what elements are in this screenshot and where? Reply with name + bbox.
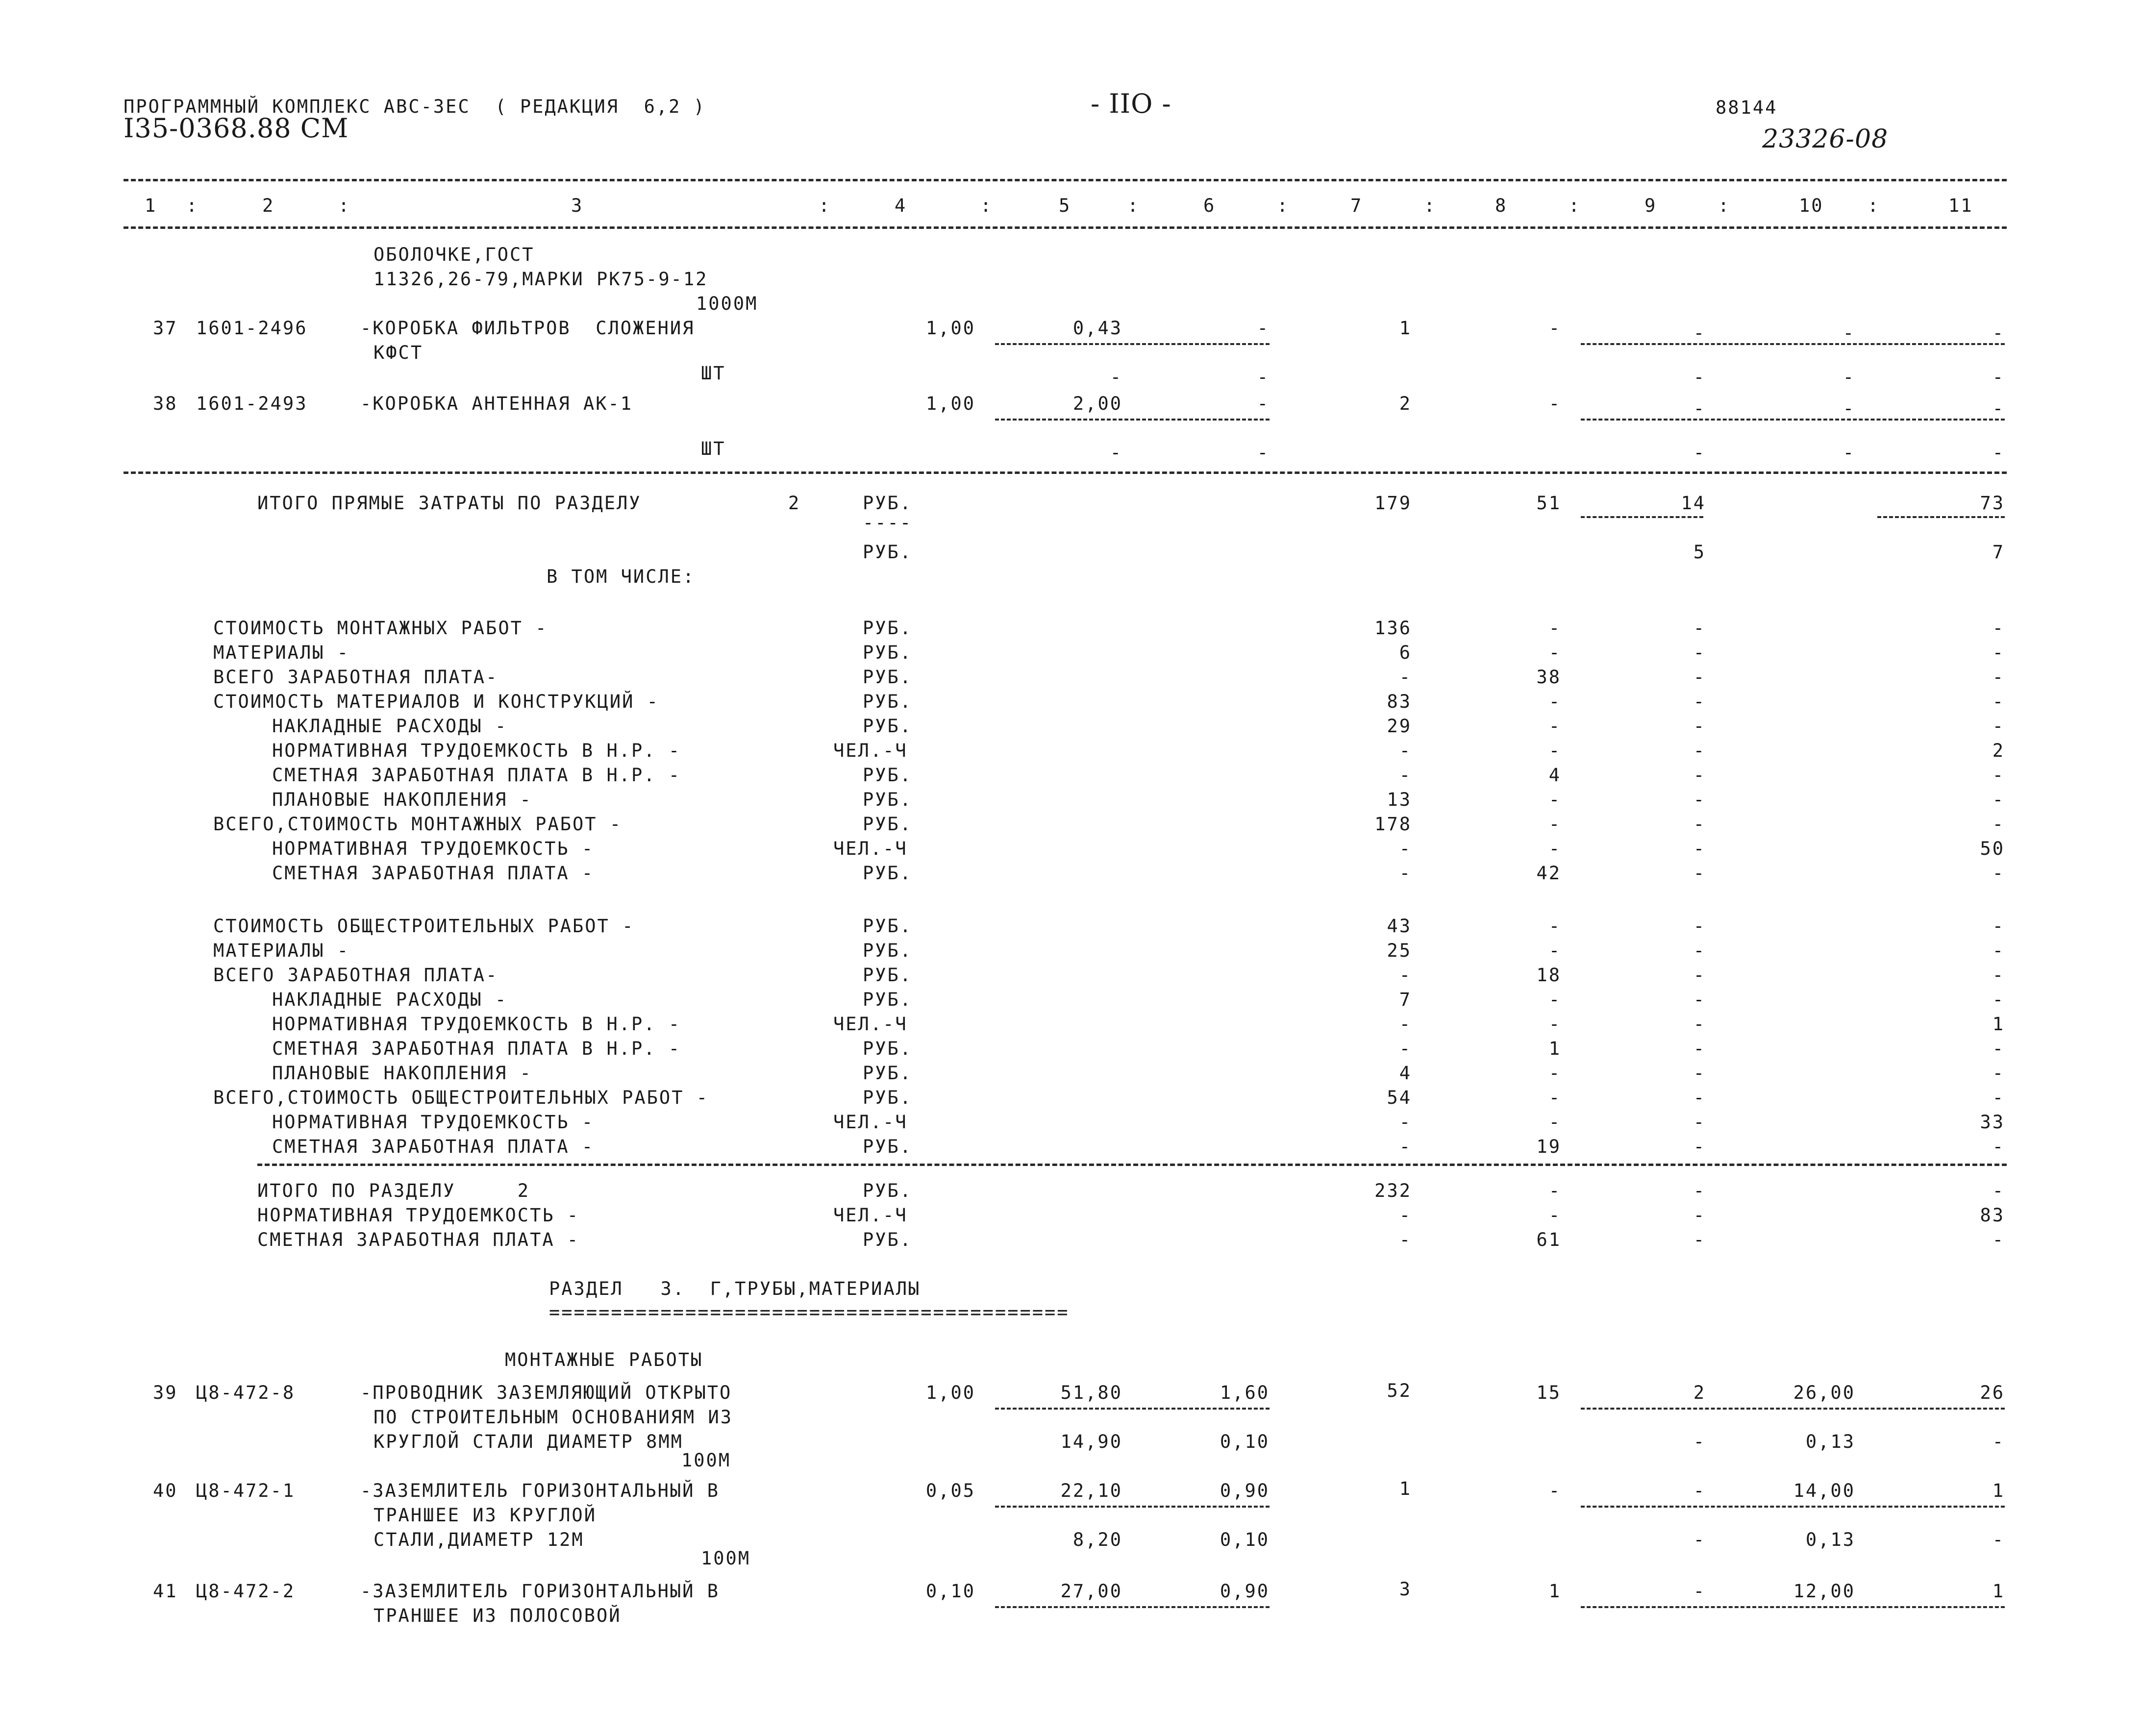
item-number: 37	[153, 318, 178, 339]
item-col9: 2	[1693, 1382, 1706, 1403]
column-header-4: 4	[895, 195, 907, 216]
section-total-value: -	[1399, 1205, 1412, 1226]
doc-code: I35-0368.88 СМ	[124, 113, 349, 144]
breakdown-total: -	[1399, 863, 1412, 884]
item-col9: -	[1693, 1581, 1706, 1602]
item-total: 2	[1399, 393, 1412, 414]
column-header-8: 8	[1495, 195, 1508, 216]
section-total-unit: РУБ.	[863, 1180, 913, 1201]
column-separator: :	[1718, 195, 1731, 216]
breakdown-col9: -	[1693, 989, 1706, 1010]
breakdown-label: СМЕТНАЯ ЗАРАБОТНАЯ ПЛАТА В Н.Р. -	[272, 765, 681, 786]
breakdown-col11: 2	[1992, 740, 2005, 761]
breakdown-wage: 19	[1536, 1136, 1561, 1157]
direct-costs-unit: РУБ.	[863, 542, 913, 563]
item-col9-sub: -	[1693, 1431, 1706, 1452]
item-qty: 0,05	[925, 1480, 975, 1501]
item-col10-sub: -	[1843, 367, 1855, 388]
breakdown-unit: РУБ.	[863, 789, 913, 810]
breakdown-label: НОРМАТИВНАЯ ТРУДОЕМКОСТЬ -	[272, 838, 595, 859]
breakdown-total: -	[1399, 765, 1412, 786]
breakdown-label: СМЕТНАЯ ЗАРАБОТНАЯ ПЛАТА -	[272, 1136, 595, 1157]
item-wage-sub: 0,10	[1220, 1529, 1270, 1550]
breakdown-label: СМЕТНАЯ ЗАРАБОТНАЯ ПЛАТА -	[272, 863, 595, 884]
breakdown-total: 13	[1387, 789, 1412, 810]
breakdown-total: 4	[1399, 1063, 1412, 1084]
including-heading: В ТОМ ЧИСЛЕ:	[547, 566, 696, 587]
column-header-5: 5	[1059, 195, 1071, 216]
item-col9: -	[1693, 322, 1706, 344]
column-header-10: 10	[1799, 195, 1824, 216]
direct-costs-unit: РУБ.	[863, 493, 913, 514]
breakdown-total: -	[1399, 1112, 1412, 1133]
header-rule-top	[124, 179, 2007, 181]
breakdown-total: 136	[1374, 618, 1412, 639]
direct-costs-col11: 73	[1980, 493, 2005, 514]
breakdown-col9: -	[1693, 716, 1706, 737]
breakdown-col9: -	[1693, 965, 1706, 986]
direct-costs-col11-sub: 7	[1992, 542, 2005, 563]
item-description: -КОРОБКА АНТЕННАЯ АК-1	[360, 393, 633, 414]
breakdown-label: СТОИМОСТЬ МОНТАЖНЫХ РАБОТ -	[213, 618, 548, 639]
item-wage-sub: -	[1257, 442, 1270, 463]
breakdown-label: НОРМАТИВНАЯ ТРУДОЕМКОСТЬ -	[272, 1112, 595, 1133]
section-total-col9: -	[1693, 1229, 1706, 1250]
breakdown-unit: РУБ.	[863, 965, 913, 986]
breakdown-label: ВСЕГО ЗАРАБОТНАЯ ПЛАТА-	[213, 965, 498, 986]
breakdown-wage: 38	[1536, 667, 1561, 688]
direct-costs-rule	[1581, 516, 1703, 518]
breakdown-label: ПЛАНОВЫЕ НАКОПЛЕНИЯ -	[272, 1063, 532, 1084]
handwritten-code: 23326-08	[1762, 124, 1889, 154]
breakdown-unit: ЧЕЛ.-Ч	[833, 740, 908, 761]
program-title: ПРОГРАММНЫЙ КОМПЛЕКС АВС-3ЕС ( РЕДАКЦИЯ 6,2 )	[124, 96, 706, 117]
item-col9: -	[1693, 398, 1706, 419]
section-total-value: 232	[1374, 1180, 1412, 1201]
item-description: ПО СТРОИТЕЛЬНЫМ ОСНОВАНИЯМ ИЗ	[374, 1407, 733, 1428]
breakdown-wage: -	[1548, 940, 1561, 961]
item-rule	[1581, 1606, 2005, 1608]
item-qty: 0,10	[925, 1581, 975, 1602]
item-unit-cost-sub: -	[1110, 442, 1122, 463]
direct-costs-total: 179	[1374, 493, 1412, 514]
item-wage-total: 1	[1548, 1581, 1561, 1602]
item-wage-cost: 0,90	[1220, 1480, 1270, 1501]
direct-costs-wage: 51	[1536, 493, 1561, 514]
breakdown-wage: -	[1548, 1112, 1561, 1133]
column-separator: :	[338, 195, 351, 216]
breakdown-col11: 50	[1980, 838, 2005, 859]
breakdown-label: ВСЕГО ЗАРАБОТНАЯ ПЛАТА-	[213, 667, 498, 688]
item-unit-cost: 22,10	[1060, 1480, 1122, 1501]
item-wage-total: -	[1548, 393, 1561, 414]
item-col10: -	[1843, 322, 1855, 344]
item-wage-total: -	[1548, 318, 1561, 339]
breakdown-total: 25	[1387, 940, 1412, 961]
breakdown-wage: 4	[1548, 765, 1561, 786]
breakdown-unit: РУБ.	[863, 667, 913, 688]
column-header-1: 1	[145, 195, 157, 216]
breakdown-col11: -	[1992, 765, 2005, 786]
breakdown-col11: 1	[1992, 1014, 2005, 1035]
breakdown-wage: -	[1548, 838, 1561, 859]
item-unit-cost: 27,00	[1060, 1581, 1122, 1602]
item-col10: 12,00	[1793, 1581, 1855, 1602]
breakdown-col11: -	[1992, 916, 2005, 937]
org-code: 88144	[1716, 97, 1778, 118]
item-description: ТРАНШЕЕ ИЗ ПОЛОСОВОЙ	[374, 1605, 622, 1626]
item-rule	[995, 1606, 1270, 1608]
breakdown-unit: РУБ.	[863, 642, 913, 663]
section-total-col11: -	[1992, 1229, 2005, 1250]
section-total-label: НОРМАТИВНАЯ ТРУДОЕМКОСТЬ -	[257, 1205, 580, 1226]
breakdown-total: -	[1399, 1038, 1412, 1059]
breakdown-label: СМЕТНАЯ ЗАРАБОТНАЯ ПЛАТА В Н.Р. -	[272, 1038, 681, 1059]
breakdown-wage: -	[1548, 814, 1561, 835]
breakdown-unit: РУБ.	[863, 1136, 913, 1157]
breakdown-total: 54	[1387, 1087, 1412, 1108]
breakdown-wage: -	[1548, 916, 1561, 937]
column-header-6: 6	[1203, 195, 1216, 216]
breakdown-unit: РУБ.	[863, 691, 913, 712]
item-rule	[1581, 1408, 2005, 1410]
breakdown-unit: РУБ.	[863, 1038, 913, 1059]
item-col11: 1	[1992, 1480, 2005, 1501]
column-header-9: 9	[1644, 195, 1657, 216]
item-wage-sub: -	[1257, 367, 1270, 388]
item-rule	[1581, 1506, 2005, 1508]
page-number: - IIO -	[1091, 88, 1171, 119]
item-qty: 1,00	[925, 318, 975, 339]
breakdown-unit: РУБ.	[863, 863, 913, 884]
breakdown-col9: -	[1693, 916, 1706, 937]
breakdown-wage: -	[1548, 618, 1561, 639]
item-col10-sub: 0,13	[1805, 1431, 1855, 1452]
breakdown-unit: ЧЕЛ.-Ч	[833, 838, 908, 859]
breakdown-unit: ЧЕЛ.-Ч	[833, 1014, 908, 1035]
breakdown-wage: -	[1548, 1087, 1561, 1108]
item-unit: 100М	[681, 1450, 731, 1471]
breakdown-wage: -	[1548, 740, 1561, 761]
item-description: -КОРОБКА ФИЛЬТРОВ СЛОЖЕНИЯ	[360, 318, 695, 339]
breakdown-col11: -	[1992, 789, 2005, 810]
column-header-7: 7	[1350, 195, 1363, 216]
item-description: КФСТ	[374, 342, 423, 363]
item-wage-total: -	[1548, 1480, 1561, 1501]
column-separator: :	[186, 195, 199, 216]
breakdown-col9: -	[1693, 814, 1706, 835]
section-rule	[124, 471, 2007, 474]
item-total: 52	[1387, 1380, 1412, 1401]
direct-costs-rule	[1877, 516, 2005, 518]
breakdown-wage: -	[1548, 1014, 1561, 1035]
item-code: Ц8-472-2	[196, 1581, 296, 1602]
item-qty: 1,00	[925, 393, 975, 414]
section-total-wage: -	[1548, 1180, 1561, 1201]
item-col11-sub: -	[1992, 367, 2005, 388]
breakdown-label: НОРМАТИВНАЯ ТРУДОЕМКОСТЬ В Н.Р. -	[272, 740, 681, 761]
breakdown-total: -	[1399, 740, 1412, 761]
breakdown-wage: 18	[1536, 965, 1561, 986]
item-number: 38	[153, 393, 178, 414]
item-unit-cost-sub: 14,90	[1060, 1431, 1122, 1452]
breakdown-col11: -	[1992, 618, 2005, 639]
item-unit-cost: 2,00	[1072, 393, 1122, 414]
breakdown-col11: -	[1992, 716, 2005, 737]
breakdown-col11: -	[1992, 965, 2005, 986]
breakdown-label: ПЛАНОВЫЕ НАКОПЛЕНИЯ -	[272, 789, 532, 810]
breakdown-col11: -	[1992, 691, 2005, 712]
section-title: РАЗДЕЛ 3. Г,ТРУБЫ,МАТЕРИАЛЫ	[549, 1278, 921, 1299]
item-wage-cost: 1,60	[1220, 1382, 1270, 1403]
breakdown-col11: -	[1992, 989, 2005, 1010]
item-col10: 14,00	[1793, 1480, 1855, 1501]
item-wage-total: 15	[1536, 1382, 1561, 1403]
breakdown-col9: -	[1693, 838, 1706, 859]
breakdown-unit: РУБ.	[863, 989, 913, 1010]
breakdown-col11: -	[1992, 1087, 2005, 1108]
breakdown-wage: -	[1548, 1063, 1561, 1084]
breakdown-total: 178	[1374, 814, 1412, 835]
item-col11: -	[1992, 398, 2005, 419]
breakdown-wage: -	[1548, 691, 1561, 712]
section-total-unit: ЧЕЛ.-Ч	[833, 1205, 908, 1226]
item-unit: 1000М	[696, 293, 758, 314]
item-description: -ЗАЗЕМЛИТЕЛЬ ГОРИЗОНТАЛЬНЫЙ В	[360, 1480, 720, 1501]
breakdown-col9: -	[1693, 1063, 1706, 1084]
item-code: Ц8-472-8	[196, 1382, 296, 1403]
item-col9-sub: -	[1693, 1529, 1706, 1550]
item-code: 1601-2496	[196, 318, 308, 339]
section-total-col9: -	[1693, 1180, 1706, 1201]
item-unit-cost-sub: 8,20	[1072, 1529, 1122, 1550]
item-total: 3	[1399, 1579, 1412, 1600]
column-separator: :	[1569, 195, 1581, 216]
breakdown-wage: -	[1548, 642, 1561, 663]
section-total-wage: -	[1548, 1205, 1561, 1226]
section-rule	[257, 1164, 2007, 1166]
item-rule	[995, 1408, 1270, 1410]
breakdown-col9: -	[1693, 1136, 1706, 1157]
item-number: 41	[153, 1581, 178, 1602]
item-description: 11326,26-79,МАРКИ РК75-9-12	[374, 269, 708, 290]
item-qty: 1,00	[925, 1382, 975, 1403]
item-wage-cost: 0,90	[1220, 1581, 1270, 1602]
breakdown-col11: -	[1992, 1063, 2005, 1084]
column-separator: :	[1868, 195, 1880, 216]
column-separator: :	[980, 195, 993, 216]
breakdown-wage: 42	[1536, 863, 1561, 884]
column-header-2: 2	[262, 195, 275, 216]
breakdown-col9: -	[1693, 765, 1706, 786]
breakdown-col11: -	[1992, 1136, 2005, 1157]
breakdown-wage: -	[1548, 716, 1561, 737]
item-unit: 100М	[701, 1548, 751, 1569]
breakdown-unit: РУБ.	[863, 618, 913, 639]
item-code: Ц8-472-1	[196, 1480, 296, 1501]
item-col11-sub: -	[1992, 1431, 2005, 1452]
breakdown-col9: -	[1693, 1112, 1706, 1133]
item-description: СТАЛИ,ДИАМЕТР 12М	[374, 1529, 584, 1550]
breakdown-label: СТОИМОСТЬ МАТЕРИАЛОВ И КОНСТРУКЦИЙ -	[213, 691, 659, 712]
item-col10: 26,00	[1793, 1382, 1855, 1403]
item-description: -ПРОВОДНИК ЗАЗЕМЛЯЮЩИЙ ОТКРЫТО	[360, 1382, 732, 1403]
item-rule	[1581, 343, 2005, 345]
breakdown-total: -	[1399, 1136, 1412, 1157]
subsection-title: МОНТАЖНЫЕ РАБОТЫ	[505, 1349, 703, 1370]
section-total-label: ИТОГО ПО РАЗДЕЛУ 2	[257, 1180, 530, 1201]
item-col9-sub: -	[1693, 442, 1706, 463]
breakdown-label: НОРМАТИВНАЯ ТРУДОЕМКОСТЬ В Н.Р. -	[272, 1014, 681, 1035]
item-total: 1	[1399, 318, 1412, 339]
item-col10-sub: -	[1843, 442, 1855, 463]
item-col10: -	[1843, 398, 1855, 419]
item-unit-cost: 0,43	[1072, 318, 1122, 339]
item-description: ОБОЛОЧКЕ,ГОСТ	[374, 244, 535, 265]
item-col11: 1	[1992, 1581, 2005, 1602]
header-rule-bottom	[124, 226, 2007, 229]
item-col9-sub: -	[1693, 367, 1706, 388]
section-total-label: СМЕТНАЯ ЗАРАБОТНАЯ ПЛАТА -	[257, 1229, 580, 1250]
breakdown-unit: РУБ.	[863, 1087, 913, 1108]
breakdown-unit: РУБ.	[863, 765, 913, 786]
breakdown-col9: -	[1693, 691, 1706, 712]
breakdown-total: 43	[1387, 916, 1412, 937]
breakdown-col9: -	[1693, 863, 1706, 884]
breakdown-label: НАКЛАДНЫЕ РАСХОДЫ -	[272, 716, 508, 737]
direct-costs-col9-sub: 5	[1693, 542, 1706, 563]
column-separator: :	[1277, 195, 1290, 216]
breakdown-col9: -	[1693, 618, 1706, 639]
breakdown-label: ВСЕГО,СТОИМОСТЬ МОНТАЖНЫХ РАБОТ -	[213, 814, 623, 835]
item-col11: -	[1992, 322, 2005, 344]
breakdown-col9: -	[1693, 1087, 1706, 1108]
breakdown-col9: -	[1693, 642, 1706, 663]
breakdown-col9: -	[1693, 1014, 1706, 1035]
direct-costs-unit-dash: ----	[863, 512, 913, 533]
section-total-col11: 83	[1980, 1205, 2005, 1226]
breakdown-label: МАТЕРИАЛЫ -	[213, 940, 350, 961]
breakdown-col9: -	[1693, 789, 1706, 810]
item-unit: ШТ	[701, 363, 726, 384]
breakdown-unit: РУБ.	[863, 716, 913, 737]
item-col11-sub: -	[1992, 1529, 2005, 1550]
breakdown-label: НАКЛАДНЫЕ РАСХОДЫ -	[272, 989, 508, 1010]
breakdown-col11: -	[1992, 940, 2005, 961]
breakdown-total: -	[1399, 1014, 1412, 1035]
item-number: 40	[153, 1480, 178, 1501]
direct-costs-col9: 14	[1681, 493, 1706, 514]
breakdown-unit: РУБ.	[863, 814, 913, 835]
column-header-11: 11	[1948, 195, 1973, 216]
item-total: 1	[1399, 1478, 1412, 1499]
section-total-wage: 61	[1536, 1229, 1561, 1250]
breakdown-col11: -	[1992, 667, 2005, 688]
direct-costs-label: ИТОГО ПРЯМЫЕ ЗАТРАТЫ ПО РАЗДЕЛУ	[257, 493, 642, 514]
item-col11: 26	[1980, 1382, 2005, 1403]
breakdown-col11: -	[1992, 642, 2005, 663]
item-col9: -	[1693, 1480, 1706, 1501]
breakdown-total: 83	[1387, 691, 1412, 712]
breakdown-wage: -	[1548, 989, 1561, 1010]
breakdown-label: СТОИМОСТЬ ОБЩЕСТРОИТЕЛЬНЫХ РАБОТ -	[213, 916, 635, 937]
section-total-col11: -	[1992, 1180, 2005, 1201]
breakdown-col11: 33	[1980, 1112, 2005, 1133]
breakdown-total: 29	[1387, 716, 1412, 737]
column-separator: :	[819, 195, 831, 216]
item-rule	[995, 1506, 1270, 1508]
item-col11-sub: -	[1992, 442, 2005, 463]
item-col10-sub: 0,13	[1805, 1529, 1855, 1550]
breakdown-col9: -	[1693, 667, 1706, 688]
item-unit-cost-sub: -	[1110, 367, 1122, 388]
section-underline: ==========================================	[549, 1302, 1070, 1323]
breakdown-unit: РУБ.	[863, 940, 913, 961]
item-wage-cost: -	[1257, 393, 1270, 414]
direct-costs-section: 2	[788, 493, 801, 514]
breakdown-col9: -	[1693, 940, 1706, 961]
breakdown-col11: -	[1992, 863, 2005, 884]
section-total-unit: РУБ.	[863, 1229, 913, 1250]
breakdown-wage: 1	[1548, 1038, 1561, 1059]
column-header-3: 3	[571, 195, 584, 216]
breakdown-col11: -	[1992, 1038, 2005, 1059]
column-separator: :	[1424, 195, 1437, 216]
breakdown-col9: -	[1693, 740, 1706, 761]
breakdown-total: -	[1399, 965, 1412, 986]
item-wage-cost: -	[1257, 318, 1270, 339]
item-number: 39	[153, 1382, 178, 1403]
breakdown-total: 6	[1399, 642, 1412, 663]
item-unit-cost: 51,80	[1060, 1382, 1122, 1403]
section-total-value: -	[1399, 1229, 1412, 1250]
item-unit: ШТ	[701, 438, 726, 459]
item-description: ТРАНШЕЕ ИЗ КРУГЛОЙ	[374, 1505, 597, 1526]
item-rule	[995, 343, 1270, 345]
item-description: КРУГЛОЙ СТАЛИ ДИАМЕТР 8ММ	[374, 1431, 683, 1452]
item-code: 1601-2493	[196, 393, 308, 414]
breakdown-col11: -	[1992, 814, 2005, 835]
item-rule	[995, 419, 1270, 421]
item-description: -ЗАЗЕМЛИТЕЛЬ ГОРИЗОНТАЛЬНЫЙ В	[360, 1581, 720, 1602]
breakdown-col9: -	[1693, 1038, 1706, 1059]
breakdown-wage: -	[1548, 789, 1561, 810]
breakdown-unit: ЧЕЛ.-Ч	[833, 1112, 908, 1133]
column-separator: :	[1127, 195, 1140, 216]
breakdown-label: ВСЕГО,СТОИМОСТЬ ОБЩЕСТРОИТЕЛЬНЫХ РАБОТ -	[213, 1087, 709, 1108]
breakdown-total: -	[1399, 667, 1412, 688]
breakdown-unit: РУБ.	[863, 1063, 913, 1084]
section-total-col9: -	[1693, 1205, 1706, 1226]
breakdown-label: МАТЕРИАЛЫ -	[213, 642, 350, 663]
breakdown-unit: РУБ.	[863, 916, 913, 937]
item-wage-sub: 0,10	[1220, 1431, 1270, 1452]
breakdown-total: 7	[1399, 989, 1412, 1010]
item-rule	[1581, 419, 2005, 421]
breakdown-total: -	[1399, 838, 1412, 859]
